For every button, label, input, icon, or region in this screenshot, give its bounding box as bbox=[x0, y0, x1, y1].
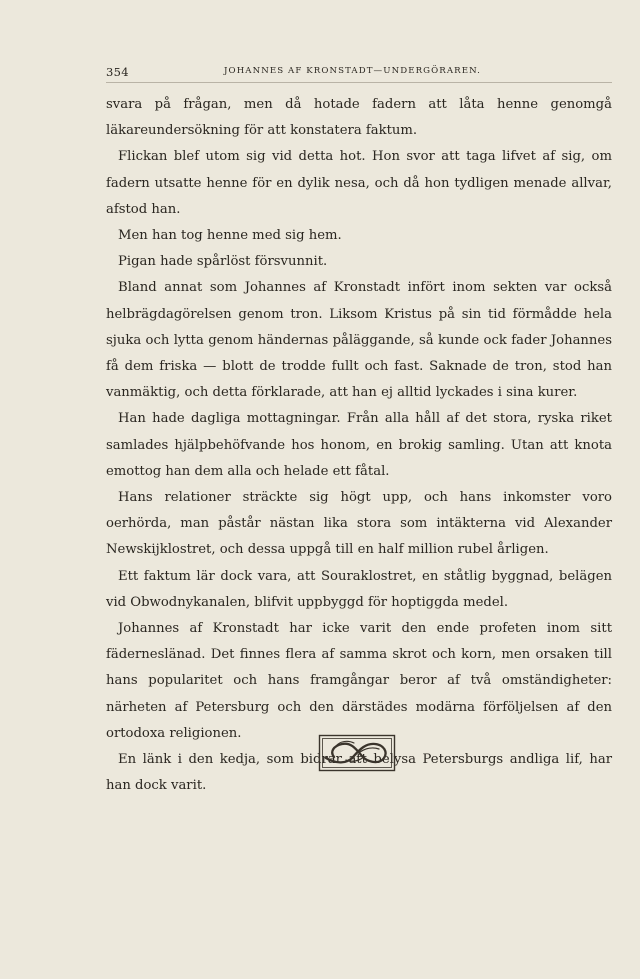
body-text bbox=[106, 92, 612, 799]
ornamental-knot-icon bbox=[318, 734, 396, 772]
paragraph-8: Ett faktum lär dock vara, att Souraklostret, en ståtlig byggnad, belägen vid Obwodnykanalen, blifvit uppbyggd för hoptiggda medel. bbox=[106, 568, 612, 610]
paragraph-7: Hans relationer sträckte sig högt upp, och hans inkomster voro oerhörda, man påstår nästan lika stora som intäkterna vid Alexander Newskijklostret, och dessa uppgå till en half million rubel årligen. bbox=[106, 490, 612, 558]
running-title: JOHANNES AF KRONSTADT—UNDERGÖRAREN. bbox=[224, 66, 481, 76]
paragraph-3: Men han tog henne med sig hem. bbox=[118, 228, 342, 244]
running-header bbox=[106, 62, 612, 83]
paragraph-10: En länk i den kedja, som bidrar att belysa Petersburgs andliga lif, har han dock varit. bbox=[106, 752, 612, 794]
paragraph-1: svara på frågan, men då hotade fadern att låta henne genomgå läkareundersökning för att konstatera faktum. bbox=[106, 97, 612, 139]
paragraph-9: Johannes af Kronstadt har icke varit den ende profeten inom sitt fäderneslänad. Det finnes flera af samma skrot och korn, men orsaken till hans popularitet och hans framgångar beror af två omständigheter: närheten af Petersburg och den därstädes modärna förföljelsen af den ortodoxa religionen. bbox=[106, 621, 612, 741]
paragraph-6: Han hade dagliga mottagningar. Från alla håll af det stora, ryska riket samlades hjälpbehöfvande hos honom, en brokig samling. Utan att knota emottog han dem alla och helade ett fåtal. bbox=[106, 411, 612, 479]
paragraph-5: Bland annat som Johannes af Kronstadt infört inom sekten var också helbrägdagörelsen genom tron. Liksom Kristus på sin tid förmådde hela sjuka och lytta genom händernas påläggande, så kunde ock fader Johannes få dem friska — blott de trodde fullt och fast. Saknade de tron, stod han vanmäktig, och detta förklarade, att han ej alltid lyckades i sina kurer. bbox=[106, 280, 612, 401]
page-number: 354 bbox=[106, 65, 129, 79]
paragraph-2: Flickan blef utom sig vid detta hot. Hon svor att taga lifvet af sig, om fadern utsatte henne för en dylik nesa, och då hon tydligen menade allvar, afstod han. bbox=[106, 149, 612, 217]
paragraph-4: Pigan hade spårlöst försvunnit. bbox=[118, 254, 328, 270]
